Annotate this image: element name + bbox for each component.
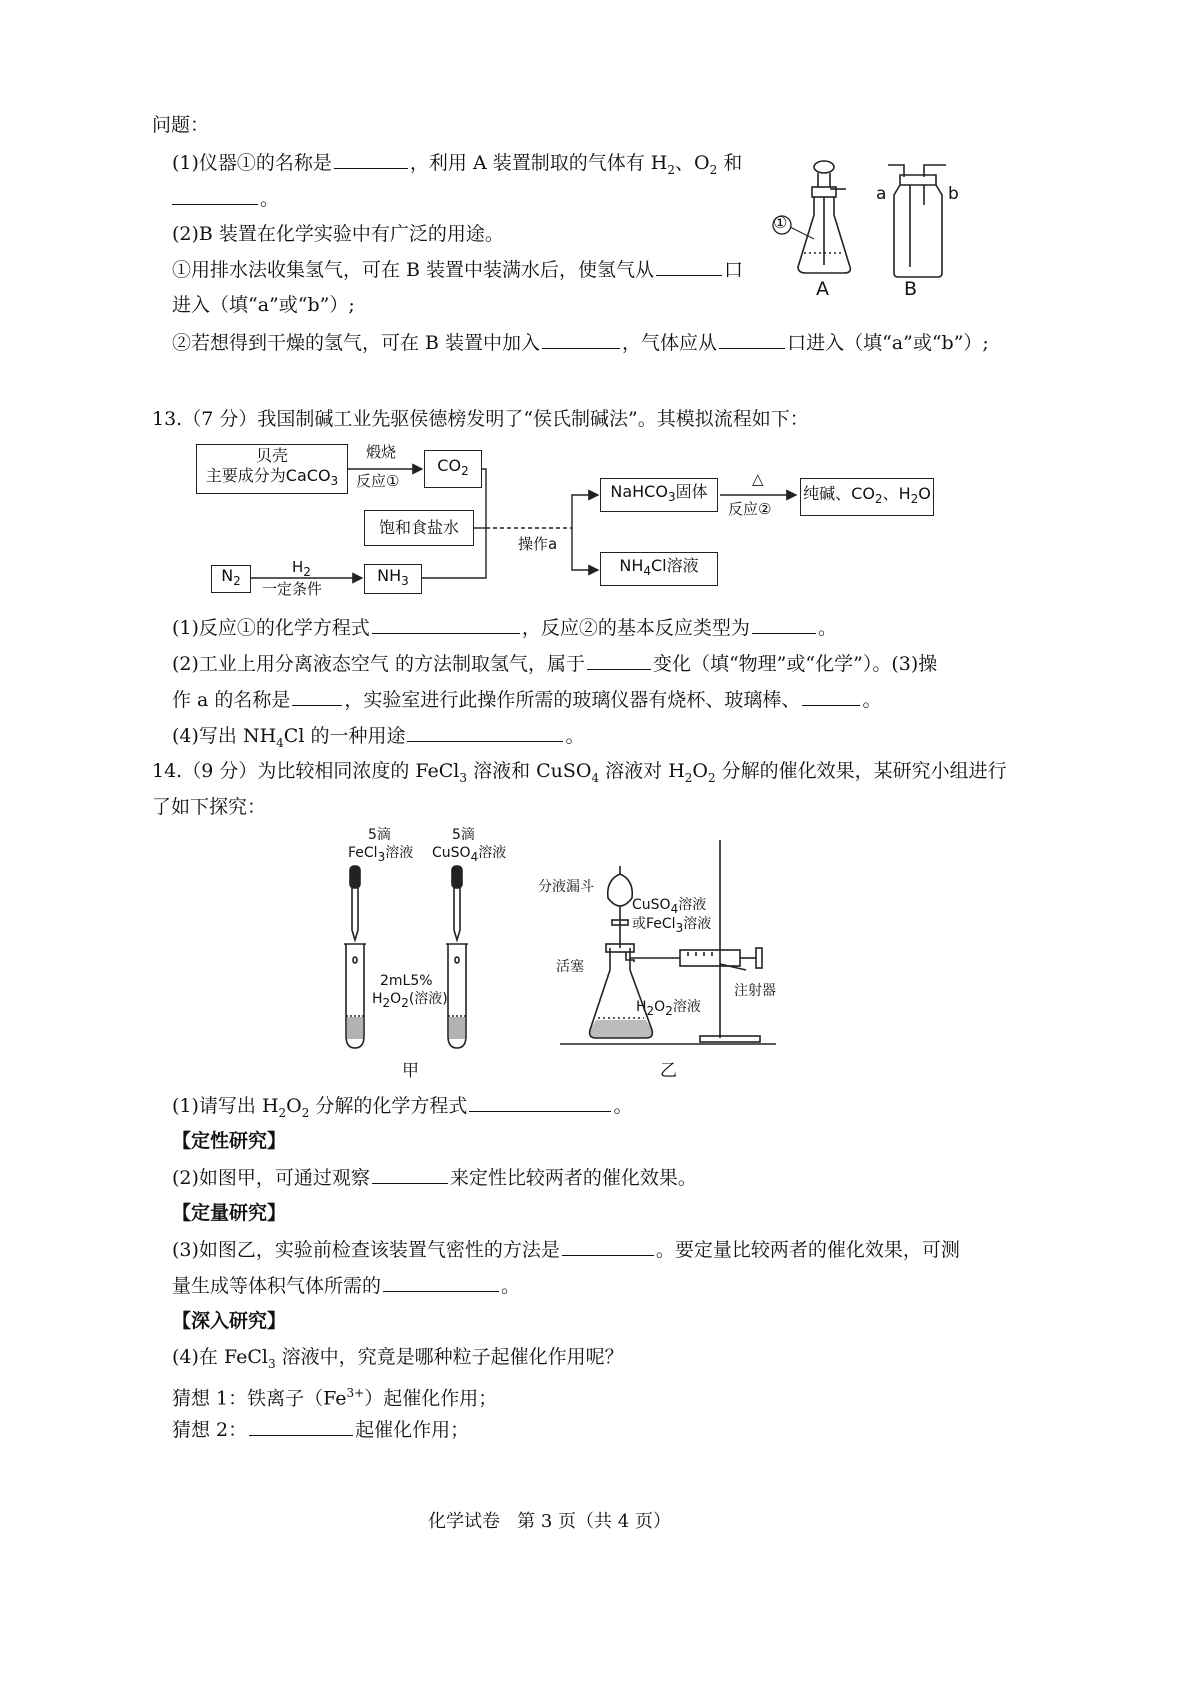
- flow-brine-box: 饱和食盐水: [364, 510, 474, 546]
- blank[interactable]: [656, 257, 722, 276]
- apparatus-ab-figure: [768, 155, 978, 305]
- q14-part4: (4)在 FeCl$_3$ 溶液中，究竟是哪种粒子起催化作用呢？: [172, 1346, 624, 1371]
- yi-solution-label1: CuSO$_4$溶液: [632, 897, 707, 916]
- q14-heading-line1: 14.（9 分）为比较相同浓度的 FeCl$_3$ 溶液和 CuSO$_4$ 溶液对 $H_2O_2$ 分解的催化效果，某研究小组进行: [152, 760, 1007, 785]
- jia-cuso4-label: CuSO$_4$溶液: [432, 845, 507, 864]
- blank[interactable]: [334, 150, 408, 169]
- yi-solution-label2: 或FeCl$_3$溶液: [632, 916, 712, 935]
- q14-hypothesis2: 猜想 2： 起催化作用；: [172, 1419, 470, 1441]
- yi-flask-solution-label: $H_2O_2$溶液: [636, 999, 701, 1018]
- q13-part1: (1)反应①的化学方程式 ，反应②的基本反应类型为 。: [172, 617, 837, 639]
- q12-lead: 问题：: [152, 114, 210, 136]
- q13-part3: 作 a 的名称是 ，实验室进行此操作所需的玻璃仪器有烧杯、玻璃棒、 。: [172, 689, 882, 711]
- flow-nahco3-box: NaHCO$_3$固体: [600, 478, 718, 512]
- q12-part2-item1: ①用排水法收集氢气，可在 B 装置中装满水后，使氢气从 口: [172, 259, 744, 281]
- q12-part1-line2: 。: [172, 186, 279, 211]
- flow-co2-box: $CO_2$: [424, 450, 482, 488]
- blank[interactable]: [562, 1237, 654, 1256]
- figure-jia-test-tubes: [330, 860, 490, 1055]
- fig-circle-label: ①: [773, 213, 788, 232]
- q14-section-qualitative: 【定性研究】: [172, 1130, 287, 1152]
- flow-h2-label: $H_2$: [292, 558, 311, 579]
- blank[interactable]: [292, 687, 342, 706]
- q14-section-deeper: 【深入研究】: [172, 1310, 287, 1332]
- flow-reaction1-label: 反应①: [356, 472, 400, 490]
- blank[interactable]: [383, 1273, 499, 1292]
- flow-condition-label: 一定条件: [262, 580, 323, 598]
- q14-section-quantitative: 【定量研究】: [172, 1202, 287, 1224]
- flow-n2-box: $N_2$: [211, 565, 251, 593]
- flow-shell-box: 贝壳 主要成分为CaCO$_3$: [196, 444, 348, 494]
- jia-fecl3-label: FeCl$_3$溶液: [348, 845, 414, 864]
- blank[interactable]: [372, 615, 520, 634]
- q12-part1-line1: (1)仪器①的名称是 ，利用 A 装置制取的气体有 $H_2$、$O_2$ 和: [172, 152, 743, 177]
- flow-calcine-label: 煅烧: [366, 443, 397, 461]
- fig-label-b: b: [948, 184, 959, 204]
- blank[interactable]: [172, 186, 258, 205]
- bottle-b: [888, 165, 946, 277]
- blank[interactable]: [249, 1417, 353, 1436]
- flow-nh3-box: $NH_3$: [364, 564, 422, 594]
- jia-drops2: 5滴: [452, 827, 475, 843]
- figure-yi-apparatus: [560, 840, 790, 1055]
- fig-label-a-upper: A: [816, 278, 829, 300]
- yi-caption: 乙: [660, 1061, 677, 1081]
- q14-part3-cont: 量生成等体积气体所需的 。: [172, 1275, 521, 1297]
- blank[interactable]: [802, 687, 860, 706]
- blank[interactable]: [372, 1165, 448, 1184]
- q14-part2: (2)如图甲，可通过观察 来定性比较两者的催化效果。: [172, 1167, 697, 1189]
- flow-delta-label: △: [752, 470, 764, 488]
- q13-part4: (4)写出 $NH_4Cl$ 的一种用途 。: [172, 725, 585, 750]
- page-footer: 化学试卷 第 3 页（共 4 页）: [428, 1511, 671, 1532]
- blank[interactable]: [752, 615, 816, 634]
- blank[interactable]: [542, 330, 620, 349]
- fig-label-b-upper: B: [904, 278, 918, 300]
- blank[interactable]: [587, 651, 651, 670]
- fig-label-a: a: [876, 184, 887, 204]
- q13-part2: (2)工业上用分离液态空气 的方法制取氢气，属于 变化（填“物理”或“化学”）。(3)操: [172, 653, 938, 675]
- jia-caption: 甲: [402, 1061, 419, 1081]
- yi-funnel-label: 分液漏斗: [538, 879, 594, 895]
- blank[interactable]: [719, 330, 785, 349]
- q12-part2-item1-cont: 进入（填“a”或“b”）;: [172, 294, 355, 316]
- flow-product-box: 纯碱、$CO_2$、$H_2O$: [800, 478, 934, 516]
- flask-a: [798, 161, 850, 273]
- yi-stopcock-label: 活塞: [556, 959, 584, 975]
- q14-hypothesis1: 猜想 1：铁离子$(Fe^{3+})$起催化作用；: [172, 1386, 498, 1410]
- jia-h2o2-amount: 2mL5%: [380, 973, 433, 989]
- yi-syringe-label: 注射器: [734, 983, 776, 999]
- q12-part2: (2)B 装置在化学实验中有广泛的用途。: [172, 223, 504, 245]
- flow-operation-label: 操作a: [518, 535, 558, 553]
- flow-reaction2-label: 反应②: [728, 500, 772, 518]
- q14-heading-line2: 了如下探究：: [152, 796, 267, 818]
- flow-connectors: [190, 440, 810, 600]
- q13-heading: 13.（7 分）我国制碱工业先驱侯德榜发明了“侯氏制碱法”。其模拟流程如下：: [152, 408, 809, 430]
- q12-part2-item2: ②若想得到干燥的氢气，可在 B 装置中加入 ，气体应从 口进入（填“a”或“b”）;: [172, 332, 989, 354]
- q14-part1: (1)请写出 $H_2O_2$ 分解的化学方程式 。: [172, 1095, 633, 1120]
- q14-part3: (3)如图乙，实验前检查该装置气密性的方法是 。要定量比较两者的催化效果，可测: [172, 1239, 960, 1261]
- blank[interactable]: [469, 1093, 611, 1112]
- flow-nh4cl-box: $NH_4Cl$溶液: [600, 552, 718, 586]
- blank[interactable]: [407, 723, 563, 742]
- jia-drops1: 5滴: [368, 827, 391, 843]
- jia-h2o2-label: $H_2O_2$(溶液): [372, 991, 448, 1010]
